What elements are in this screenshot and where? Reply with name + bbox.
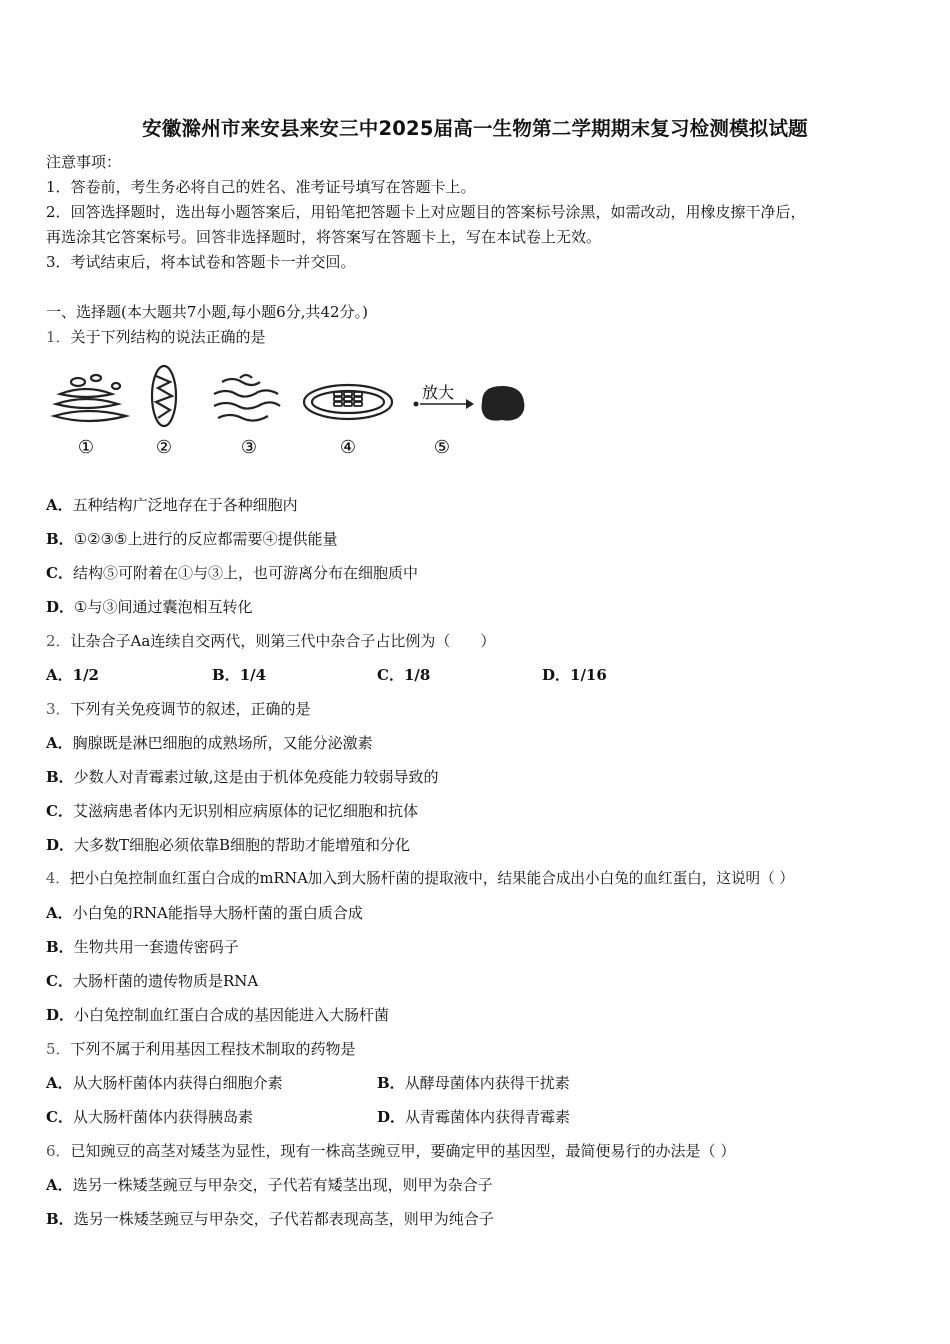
question-3-stem: 3．下列有关免疫调节的叙述，正确的是 xyxy=(46,700,311,718)
notice-heading: 注意事项： xyxy=(46,153,122,171)
figure-label: ④ xyxy=(339,437,357,458)
mitochondrion-icon xyxy=(152,366,176,426)
figure-label: ③ xyxy=(240,437,258,458)
option-row: C．大肠杆菌的遗传物质是RNA xyxy=(46,972,259,990)
option-row: A．小白兔的RNA能指导大肠杆菌的蛋白质合成 xyxy=(46,904,363,922)
option-row: A．从大肠杆菌体内获得白细胞介素 xyxy=(46,1074,283,1092)
notice-item: 2．回答选择题时，选出每小题答案后，用铅笔把答题卡上对应题目的答案标号涂黑，如需改动，用橡皮擦干净后， xyxy=(46,203,806,221)
ribosome-icon xyxy=(414,383,525,421)
option-row: C．从大肠杆菌体内获得胰岛素 xyxy=(46,1108,253,1126)
question-4-stem: 4．把小白兔控制血红蛋白合成的mRNA加入到大肠杆菌的提取液中，结果能合成出小白兔的血红蛋白，这说明（ ） xyxy=(46,870,794,887)
option-row: C．结构⑤可附着在①与③上，也可游离分布在细胞质中 xyxy=(46,564,418,582)
option-row: A．1/2 xyxy=(46,666,99,684)
question-5-stem: 5．下列不属于利用基因工程技术制取的药物是 xyxy=(46,1040,356,1058)
figure-label: ⑤ xyxy=(433,437,451,458)
option-row: B．1/4 xyxy=(212,666,267,684)
option-row: D．小白兔控制血红蛋白合成的基因能进入大肠杆菌 xyxy=(46,1006,390,1024)
figure-label: ① xyxy=(77,437,95,458)
organelle-figure xyxy=(46,362,546,462)
organelle-diagram xyxy=(46,362,546,462)
option-row: B．生物共用一套遗传密码子 xyxy=(46,938,239,956)
option-row: D．大多数T细胞必须依靠B细胞的帮助才能增殖和分化 xyxy=(46,836,411,854)
option-row: A．胸腺既是淋巴细胞的成熟场所，又能分泌激素 xyxy=(46,734,373,752)
notice-item: 再选涂其它答案标号。回答非选择题时，将答案写在答题卡上，写在本试卷上无效。 xyxy=(46,228,602,246)
enlarge-label: 放大 xyxy=(421,383,455,402)
option-row: B．从酵母菌体内获得干扰素 xyxy=(377,1074,570,1092)
exam-title: 安徽滁州市来安县来安三中2025届高一生物第二学期期末复习检测模拟试题 xyxy=(142,117,808,140)
golgi-apparatus-icon xyxy=(54,375,126,421)
endoplasmic-reticulum-icon xyxy=(214,375,280,421)
notice-item: 3．考试结束后，将本试卷和答题卡一并交回。 xyxy=(46,253,356,271)
question-text: 关于下列结构的说法正确的是 xyxy=(70,328,266,346)
section-heading: 一、选择题(本大题共7小题,每小题6分,共42分。) xyxy=(46,303,368,321)
option-row: A．五种结构广泛地存在于各种细胞内 xyxy=(46,496,298,514)
option-row: B．①②③⑤上进行的反应都需要④提供能量 xyxy=(46,530,338,548)
option-row: D．1/16 xyxy=(542,666,607,684)
option-row: B．少数人对青霉素过敏,这是由于机体免疫能力较弱导致的 xyxy=(46,768,439,786)
option-row: D．①与③间通过囊泡相互转化 xyxy=(46,598,253,616)
question-1-stem xyxy=(46,327,266,347)
option-row: A．选另一株矮茎豌豆与甲杂交，子代若有矮茎出现，则甲为杂合子 xyxy=(46,1176,493,1194)
question-2-stem: 2．让杂合子Aa连续自交两代，则第三代中杂合子占比例为（ ） xyxy=(46,632,496,650)
figure-label: ② xyxy=(155,437,173,458)
chloroplast-icon xyxy=(304,385,392,419)
option-row: C．艾滋病患者体内无识别相应病原体的记忆细胞和抗体 xyxy=(46,802,418,820)
question-number: 1． xyxy=(46,328,71,346)
option-row: C．1/8 xyxy=(377,666,431,684)
option-row: D．从青霉菌体内获得青霉素 xyxy=(377,1108,571,1126)
option-row: B．选另一株矮茎豌豆与甲杂交，子代若都表现高茎，则甲为纯合子 xyxy=(46,1210,494,1228)
question-6-stem: 6．已知豌豆的高茎对矮茎为显性，现有一株高茎豌豆甲，要确定甲的基因型，最简便易行的办法是（ ） xyxy=(46,1142,736,1160)
notice-item: 1．答卷前，考生务必将自己的姓名、准考证号填写在答题卡上。 xyxy=(46,178,476,196)
